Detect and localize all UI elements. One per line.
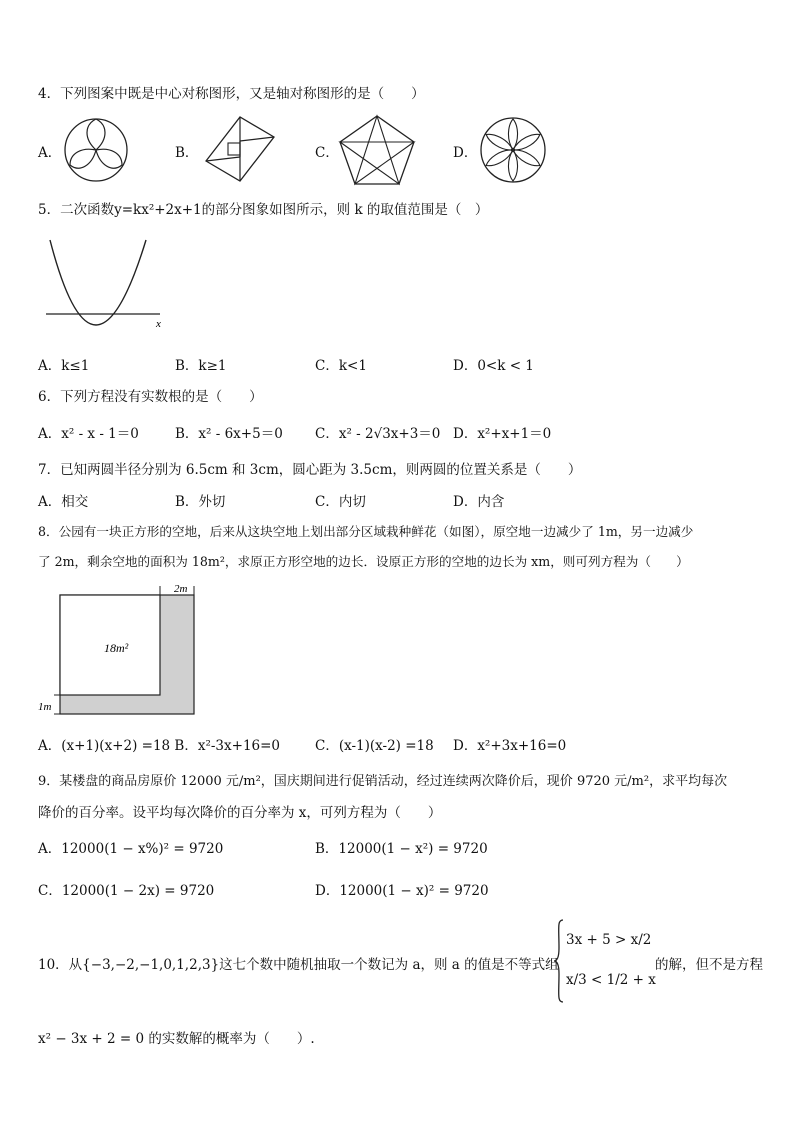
figure-square-pinwheel	[200, 113, 280, 185]
q9-stem-line2: 降价的百分率。设平均每次降价的百分率为 x，可列方程为（ ）	[38, 805, 442, 821]
q5-option-a: A．k≤1	[38, 358, 90, 374]
q9-stem-line1: 9．某楼盘的商品房原价 12000 元/m²，国庆期间进行促销活动，经过连续两次降价后，现价 9720 元/m²，求平均每次	[38, 774, 728, 789]
q4-option-c: C．	[315, 145, 339, 161]
q9-option-a: A．12000(1 − x%)² = 9720	[38, 841, 224, 857]
q10-inequality-2: x/3 < 1/2 + x	[566, 972, 656, 988]
q5-option-c: C．k<1	[315, 358, 367, 374]
q7-option-a: A．相交	[38, 494, 89, 510]
figure-pentagon-star	[337, 113, 417, 187]
q10-system-brace	[553, 918, 565, 1004]
q4-option-a: A．	[38, 145, 62, 161]
q8-option-ab: A．(x+1)(x+2) =18 B．x²-3x+16=0	[38, 738, 281, 754]
q5-parabola-graph	[44, 235, 169, 331]
q4-option-d: D．	[453, 145, 478, 161]
q7-stem: 7．已知两圆半径分别为 6.5cm 和 3cm，圆心距为 3.5cm，则两圆的位置关系是（ ）	[38, 462, 582, 478]
q9-option-c: C．12000(1 − 2x) = 9720	[38, 883, 215, 899]
q7-option-d: D．内含	[453, 494, 505, 510]
q8-square-figure	[34, 580, 204, 720]
q8-label-1m: 1m	[38, 701, 52, 713]
q9-option-b: B．12000(1 − x²) = 9720	[315, 841, 488, 857]
q9-option-d: D．12000(1 − x)² = 9720	[315, 883, 489, 899]
q10-stem-a: 10．从{−3,−2,−1,0,1,2,3}这七个数中随机抽取一个数记为 a，则 a 的值是不等式组	[38, 957, 559, 973]
q5-x-axis-label: x	[156, 318, 161, 330]
figure-circle-six-petals	[478, 115, 548, 185]
q4-option-b: B．	[175, 145, 199, 161]
q6-option-a: A．x² - x - 1＝0	[38, 426, 139, 442]
q8-option-c: C．(x-1)(x-2) =18	[315, 738, 434, 754]
q7-option-c: C．内切	[315, 494, 366, 510]
q5-option-d: D．0<k < 1	[453, 358, 534, 374]
q8-option-d: D．x²+3x+16=0	[453, 738, 567, 754]
q8-stem-line2: 了 2m，剩余空地的面积为 18m²，求原正方形空地的边长．设原正方形的空地的边长为 xm，则可列方程为（ ）	[38, 554, 689, 569]
q5-option-b: B．k≥1	[175, 358, 227, 374]
q6-option-b: B．x² - 6x+5＝0	[175, 426, 283, 442]
q10-stem-b: 的解，但不是方程	[655, 957, 763, 973]
q5-stem: 5．二次函数y=kx²+2x+1的部分图象如图所示，则 k 的取值范围是（ ）	[38, 202, 489, 218]
q8-label-area: 18m²	[104, 641, 129, 655]
figure-circle-three-petals	[62, 117, 130, 183]
q8-stem-line1: 8．公园有一块正方形的空地，后来从这块空地上划出部分区域栽种鲜花（如图），原空地一边减少了 1m，另一边减少	[38, 524, 694, 539]
q6-option-d: D．x²+x+1＝0	[453, 426, 552, 442]
q10-inequality-1: 3x + 5 > x/2	[566, 932, 652, 948]
q7-option-b: B．外切	[175, 494, 226, 510]
q8-label-2m: 2m	[174, 583, 188, 595]
q10-stem-line2: x² − 3x + 2 = 0 的实数解的概率为（ ）.	[38, 1031, 315, 1047]
q4-stem: 4．下列图案中既是中心对称图形，又是轴对称图形的是（ ）	[38, 86, 425, 102]
q6-stem: 6．下列方程没有实数根的是（ ）	[38, 389, 263, 405]
q6-option-c: C．x² - 2√3x+3＝0	[315, 426, 441, 442]
